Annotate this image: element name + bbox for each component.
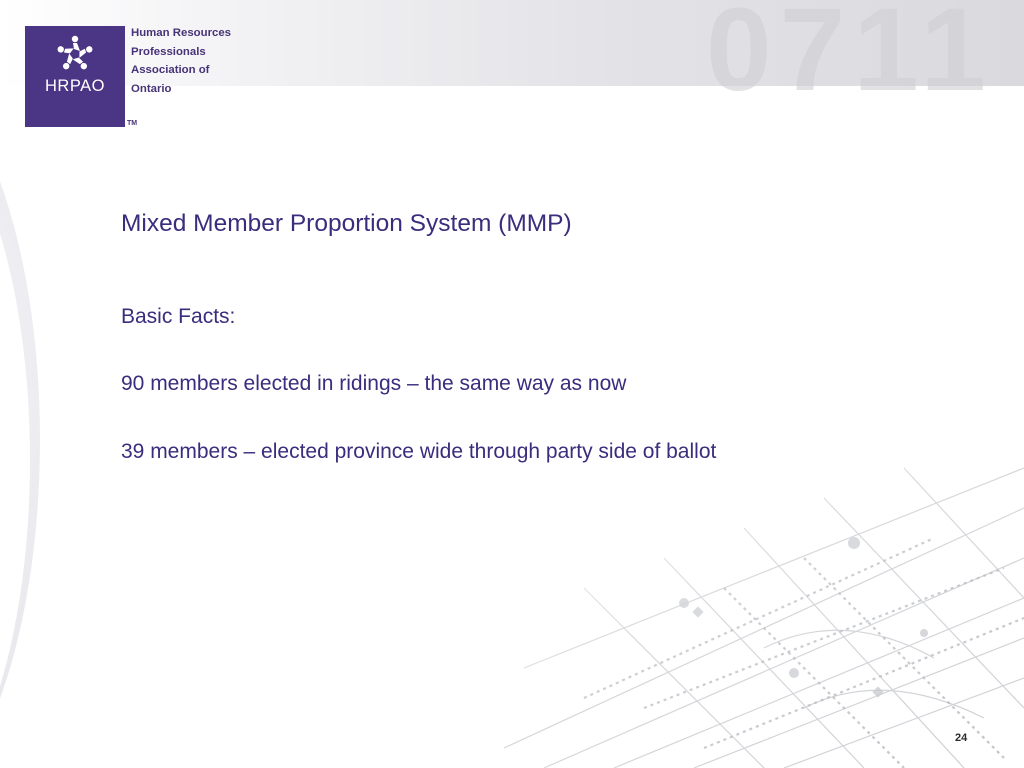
org-name-line: Association of: [131, 64, 210, 76]
slide-title: Mixed Member Proportion System (MMP): [121, 210, 572, 237]
people-star-icon: [50, 30, 100, 80]
logo-wordmark: HRPAO: [45, 77, 105, 95]
slide-subtitle: Basic Facts:: [121, 305, 236, 328]
fact-item: 39 members – elected province wide through party side of ballot: [121, 440, 717, 463]
org-name-line: Professionals: [131, 45, 206, 58]
fact-item: 90 members elected in ridings – the same way as now: [121, 372, 627, 395]
org-name-line: Human Resources: [131, 27, 232, 39]
organization-name: [131, 24, 271, 98]
trademark-mark: TM: [127, 120, 138, 127]
org-name-line: Ontario: [131, 82, 172, 95]
hrpao-logo: [25, 26, 125, 127]
city-map-pattern: [464, 448, 1024, 768]
watermark-text: 0711: [706, 0, 994, 116]
page-number: 24: [955, 732, 968, 744]
